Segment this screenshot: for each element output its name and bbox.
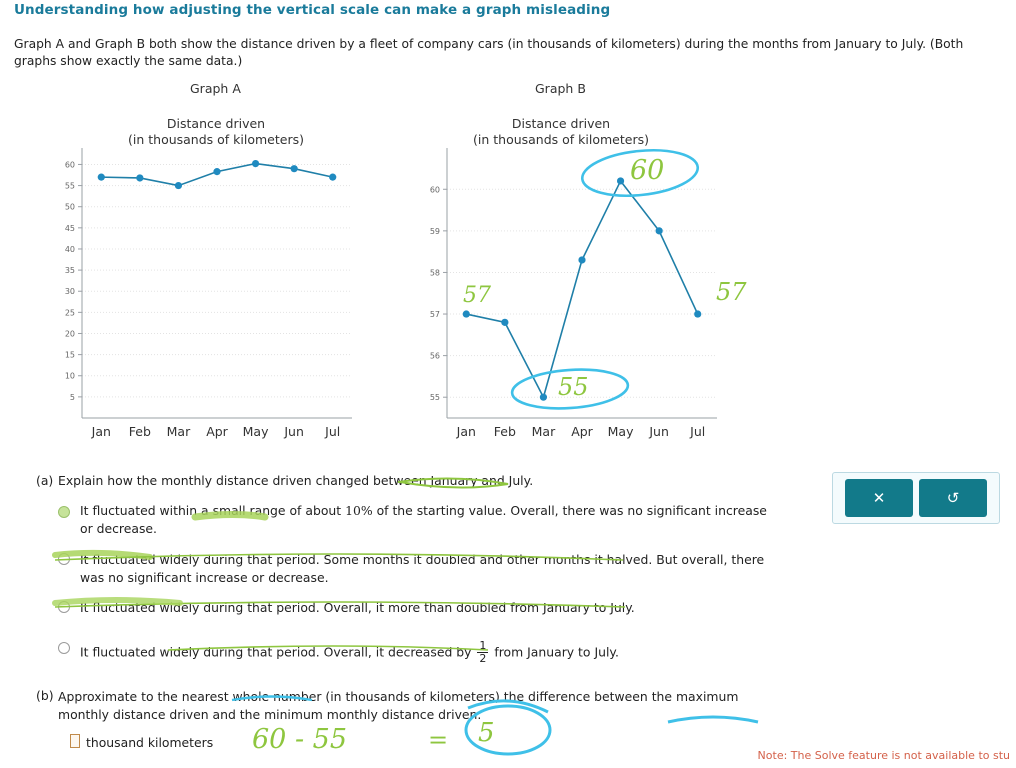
ink-answer-5: 5 <box>478 718 495 748</box>
svg-text:Feb: Feb <box>493 424 516 439</box>
svg-text:57: 57 <box>429 310 440 320</box>
answer-units-label: thousand kilometers <box>86 735 214 750</box>
svg-text:May: May <box>607 424 634 439</box>
option-4-frac-num: 1 <box>479 639 487 652</box>
option-1-part1: It fluctuated within a small range of about <box>80 503 342 518</box>
svg-text:Jun: Jun <box>649 424 669 439</box>
svg-text:Apr: Apr <box>571 424 593 439</box>
option-1-math: 10% <box>345 503 373 518</box>
svg-text:Jun: Jun <box>284 424 304 439</box>
ink-label-57-right: 57 <box>716 278 747 306</box>
svg-text:60: 60 <box>64 160 75 170</box>
close-button[interactable]: ✕ <box>845 479 913 517</box>
option-2-radio[interactable] <box>58 553 70 565</box>
graph-b-title <box>455 116 667 147</box>
ink-equals: = <box>428 726 449 754</box>
reset-button[interactable]: ↺ <box>919 479 987 517</box>
ink-label-55: 55 <box>558 373 589 401</box>
svg-text:20: 20 <box>64 329 75 339</box>
option-3-text[interactable]: It fluctuated widely during that period. Overall, it more than doubled from January to July. <box>80 600 635 615</box>
question-a-text: Explain how the monthly distance driven changed between January and July. <box>58 473 534 488</box>
graph-a-title <box>110 116 322 147</box>
footer-note: Note: The Solve feature is not available to stu <box>757 749 1010 762</box>
svg-text:35: 35 <box>64 266 75 276</box>
option-4-part2: from January to July. <box>494 644 619 660</box>
svg-text:Jul: Jul <box>325 424 341 439</box>
ink-label-57-left: 57 <box>463 283 491 308</box>
svg-text:Mar: Mar <box>166 424 191 439</box>
graph-b-title-line1: Distance driven <box>511 116 611 131</box>
graph-a-label: Graph A <box>190 81 241 96</box>
svg-text:Apr: Apr <box>206 424 228 439</box>
svg-text:Jan: Jan <box>91 424 111 439</box>
option-4-text[interactable] <box>80 641 790 665</box>
svg-text:45: 45 <box>64 223 75 233</box>
svg-text:Feb: Feb <box>128 424 151 439</box>
svg-text:15: 15 <box>64 350 75 360</box>
ink-equation: 60 - 55 <box>252 724 348 755</box>
svg-text:58: 58 <box>429 268 440 278</box>
ink-label-60: 60 <box>630 155 665 186</box>
svg-text:10: 10 <box>64 371 75 381</box>
question-b-line2: distance driven and the minimum monthly distance driven. <box>112 706 482 722</box>
question-b-text <box>58 688 788 724</box>
svg-text:59: 59 <box>429 226 440 236</box>
svg-text:May: May <box>242 424 269 439</box>
page-title: Understanding how adjusting the vertical scale can make a graph misleading <box>14 2 611 18</box>
svg-text:30: 30 <box>64 287 75 297</box>
option-4-radio[interactable] <box>58 642 70 654</box>
option-1-text[interactable] <box>80 502 780 538</box>
svg-text:25: 25 <box>64 308 75 318</box>
answer-input-box[interactable] <box>70 734 80 748</box>
svg-text:Mar: Mar <box>531 424 556 439</box>
intro-text: Graph A and Graph B both show the distance driven by a fleet of company cars (in thousands of kilometers) during the months from January to July. (Both graphs show exactly the same data.) <box>14 37 964 68</box>
graph-b-title-line2: (in thousands of kilometers) <box>473 131 649 147</box>
option-4-fraction <box>477 640 488 664</box>
svg-text:40: 40 <box>64 244 75 254</box>
tool-panel <box>832 472 1000 524</box>
question-a-marker: (a) <box>36 473 54 488</box>
graph-a-title-line2: (in thousands of kilometers) <box>128 131 304 147</box>
svg-text:Jul: Jul <box>690 424 706 439</box>
svg-text:Jan: Jan <box>456 424 476 439</box>
chart-graph-b <box>425 146 745 455</box>
svg-text:56: 56 <box>429 351 440 361</box>
graph-b-label: Graph B <box>535 81 586 96</box>
option-3-radio[interactable] <box>58 601 70 613</box>
svg-text:55: 55 <box>64 181 75 191</box>
option-4-frac-den: 2 <box>479 651 487 665</box>
svg-text:50: 50 <box>64 202 75 212</box>
chart-graph-a <box>60 146 380 455</box>
svg-text:5: 5 <box>69 392 75 402</box>
question-b-line1: Approximate to the nearest whole number (in thousands of kilometers) the difference between the maximum monthly <box>58 689 739 722</box>
svg-text:60: 60 <box>429 185 440 195</box>
option-2-text[interactable]: It fluctuated widely during that period. Some months it doubled and other months it halved. But overall, there was no significant increase or decrease. <box>80 552 765 585</box>
graph-a-title-line1: Distance driven <box>166 116 266 131</box>
option-1-radio[interactable] <box>58 506 70 518</box>
option-4-part1: It fluctuated widely during that period. Overall, it decreased by <box>80 644 472 660</box>
svg-text:55: 55 <box>429 393 440 403</box>
question-b-marker: (b) <box>36 688 54 703</box>
option-1-part2: of the starting value. Overall, there was no significant increase or decrease. <box>80 503 767 536</box>
